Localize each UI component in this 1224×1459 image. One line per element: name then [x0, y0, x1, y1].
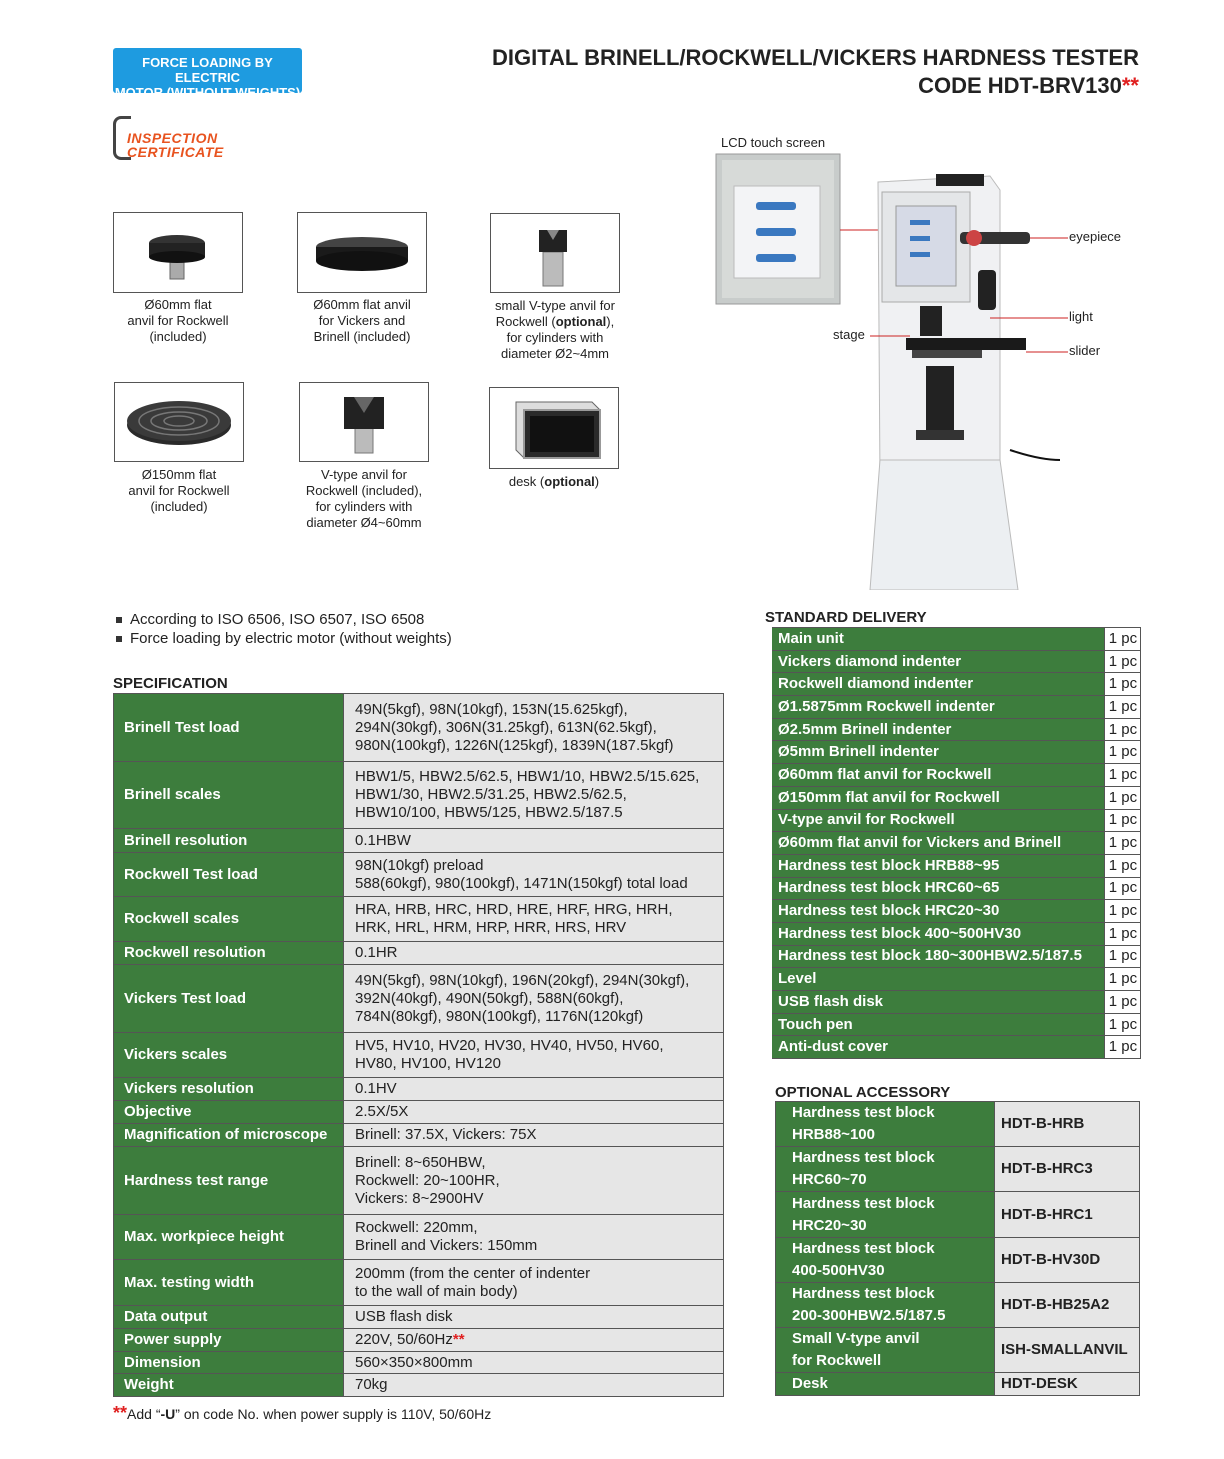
spec-value-line: 588(60kgf), 980(100kgf), 1471N(150kgf) total load	[355, 874, 688, 892]
spec-value-line: HBW1/5, HBW2.5/62.5, HBW1/10, HBW2.5/15.625,	[355, 768, 700, 785]
delivery-row	[771, 650, 1141, 673]
delivery-item: Hardness test block 180~300HBW2.5/187.5	[771, 945, 1105, 968]
delivery-qty: 1 pc	[1104, 809, 1140, 832]
delivery-item: Main unit	[771, 628, 1105, 651]
delivery-row	[771, 968, 1141, 991]
title-line2	[492, 72, 1139, 100]
spec-value	[344, 762, 724, 829]
delivery-qty: 1 pc	[1104, 650, 1140, 673]
title-stars: **	[1121, 73, 1139, 98]
spec-value	[344, 1033, 724, 1078]
spec-row	[114, 1078, 724, 1101]
specification-title: SPECIFICATION	[113, 675, 228, 692]
delivery-item: Ø60mm flat anvil for Rockwell	[771, 764, 1105, 787]
spec-value	[344, 694, 724, 762]
anvil-60mm-vickers-caption: Ø60mm flat anvil for Vickers and Brinell (included)	[313, 297, 411, 344]
delivery-row	[771, 718, 1141, 741]
spec-value-line: 0.1HV	[355, 1080, 397, 1097]
spec-value	[344, 965, 724, 1033]
light-label: light	[1069, 309, 1093, 324]
optional-code: HDT-B-HB25A2	[995, 1283, 1140, 1328]
delivery-qty: 1 pc	[1104, 764, 1140, 787]
spec-value	[344, 942, 724, 965]
spec-value-line: Vickers: 8~2900HV	[355, 1189, 484, 1207]
spec-row	[114, 1147, 724, 1215]
spec-row	[114, 1374, 724, 1397]
spec-value	[344, 1215, 724, 1260]
optional-item-line: HRC20~30	[792, 1216, 867, 1234]
spec-label: Vickers Test load	[114, 965, 344, 1033]
delivery-item: Hardness test block HRC20~30	[771, 900, 1105, 923]
spec-value-line: 70kg	[355, 1376, 388, 1393]
optional-item-line: Hardness test block	[792, 1194, 935, 1212]
page-title	[492, 44, 1139, 100]
force-loading-badge	[113, 48, 302, 100]
optional-row	[776, 1102, 1140, 1147]
delivery-item: Ø150mm flat anvil for Rockwell	[771, 786, 1105, 809]
delivery-qty: 1 pc	[1104, 673, 1140, 696]
spec-value-line: 2.5X/5X	[355, 1103, 409, 1120]
small-v-anvil-caption: small V-type anvil for Rockwell (optional), for cylinders with diameter Ø2~4mm	[495, 298, 615, 361]
delivery-qty: 1 pc	[1104, 1013, 1140, 1036]
delivery-qty: 1 pc	[1104, 968, 1140, 991]
delivery-row	[771, 1013, 1141, 1036]
delivery-qty: 1 pc	[1104, 1036, 1140, 1059]
optional-code: HDT-B-HRB	[995, 1102, 1140, 1147]
delivery-item: V-type anvil for Rockwell	[771, 809, 1105, 832]
feature-bullet: According to ISO 6506, ISO 6507, ISO 6508	[113, 610, 452, 629]
optional-item-line: HRB88~100	[792, 1126, 875, 1143]
anvil-60mm-rockwell-image	[113, 212, 243, 293]
anvil-150mm-rockwell-image	[114, 382, 244, 462]
spec-value-line: Brinell: 8~650HBW,	[355, 1153, 486, 1171]
spec-label: Vickers scales	[114, 1033, 344, 1078]
spec-value-line: HRK, HRL, HRM, HRP, HRR, HRS, HRV	[355, 919, 627, 936]
spec-label: Vickers resolution	[114, 1078, 344, 1101]
delivery-row	[771, 945, 1141, 968]
spec-label: Dimension	[114, 1352, 344, 1374]
spec-value-line: Brinell: 37.5X, Vickers: 75X	[355, 1126, 537, 1143]
spec-label: Brinell scales	[114, 762, 344, 829]
optional-item	[776, 1328, 995, 1373]
delivery-qty: 1 pc	[1104, 877, 1140, 900]
delivery-qty: 1 pc	[1104, 628, 1140, 651]
optional-code: HDT-B-HRC3	[995, 1147, 1140, 1192]
spec-value	[344, 853, 724, 897]
optional-item-line: HRC60~70	[792, 1171, 867, 1188]
product-code: CODE HDT-BRV130	[918, 73, 1122, 98]
spec-label: Data output	[114, 1306, 344, 1329]
desk-caption: desk (optional)	[508, 474, 600, 489]
feature-bullet: Force loading by electric motor (without weights)	[113, 629, 452, 648]
title-line1: DIGITAL BRINELL/ROCKWELL/VICKERS HARDNESS TESTER	[492, 45, 1139, 70]
delivery-qty: 1 pc	[1104, 854, 1140, 877]
optional-item	[776, 1373, 995, 1396]
delivery-row	[771, 922, 1141, 945]
footnote-suffix: ” on code No. when power supply is 110V, 50/60Hz	[175, 1406, 492, 1422]
delivery-item: Ø5mm Brinell indenter	[771, 741, 1105, 764]
spec-value-stars: **	[452, 1331, 465, 1348]
optional-accessory-title: OPTIONAL ACCESSORY	[775, 1084, 951, 1101]
badge-line1: FORCE LOADING BY ELECTRIC	[142, 55, 273, 85]
spec-row	[114, 829, 724, 853]
delivery-row	[771, 1036, 1141, 1059]
spec-value	[344, 1306, 724, 1329]
optional-code: HDT-DESK	[995, 1373, 1140, 1396]
delivery-item: Rockwell diamond indenter	[771, 673, 1105, 696]
delivery-item: Anti-dust cover	[771, 1036, 1105, 1059]
optional-row	[776, 1328, 1140, 1373]
spec-value-line: Brinell and Vickers: 150mm	[355, 1237, 538, 1254]
optional-item-line: Hardness test block	[792, 1285, 935, 1302]
specification-table	[113, 693, 724, 1397]
spec-value-line: 49N(5kgf), 98N(10kgf), 153N(15.625kgf),	[355, 700, 628, 718]
optional-code: HDT-B-HRC1	[995, 1192, 1140, 1238]
spec-value	[344, 1329, 724, 1352]
spec-value-line: HV80, HV100, HV120	[355, 1055, 501, 1072]
spec-label: Weight	[114, 1374, 344, 1397]
delivery-qty: 1 pc	[1104, 718, 1140, 741]
delivery-item: Hardness test block HRB88~95	[771, 854, 1105, 877]
spec-row	[114, 965, 724, 1033]
delivery-row	[771, 809, 1141, 832]
certificate-line2: CERTIFICATE	[127, 144, 224, 160]
optional-code: ISH-SMALLANVIL	[995, 1328, 1140, 1373]
small-v-anvil-image	[490, 213, 620, 293]
spec-value	[344, 1374, 724, 1397]
spec-value-line: Rockwell: 20~100HR,	[355, 1171, 500, 1189]
spec-value-line: HV5, HV10, HV20, HV30, HV40, HV50, HV60,	[355, 1037, 664, 1054]
spec-value	[344, 1078, 724, 1101]
spec-value-line: 0.1HBW	[355, 831, 411, 849]
spec-label: Max. testing width	[114, 1260, 344, 1306]
hardness-tester-illustration	[700, 130, 1180, 590]
delivery-qty: 1 pc	[1104, 696, 1140, 719]
feature-bullets	[113, 610, 452, 648]
optional-item-line: Hardness test block	[792, 1240, 935, 1257]
spec-row	[114, 1124, 724, 1147]
footnote-stars: **	[113, 1403, 128, 1423]
optional-row	[776, 1147, 1140, 1192]
optional-code: HDT-B-HV30D	[995, 1238, 1140, 1283]
spec-row	[114, 897, 724, 942]
optional-row	[776, 1373, 1140, 1396]
delivery-item: Hardness test block 400~500HV30	[771, 922, 1105, 945]
spec-value-line: USB flash disk	[355, 1308, 453, 1325]
optional-item-line: Small V-type anvil	[792, 1330, 920, 1347]
optional-item-line: Hardness test block	[792, 1104, 935, 1121]
optional-item	[776, 1192, 995, 1238]
standard-delivery-title: STANDARD DELIVERY	[765, 609, 927, 626]
delivery-qty: 1 pc	[1104, 786, 1140, 809]
delivery-item: Touch pen	[771, 1013, 1105, 1036]
spec-value	[344, 1352, 724, 1374]
spec-row	[114, 1352, 724, 1374]
spec-label: Rockwell scales	[114, 897, 344, 942]
spec-row	[114, 942, 724, 965]
spec-value	[344, 829, 724, 853]
optional-item-line: Hardness test block	[792, 1149, 935, 1166]
spec-row	[114, 694, 724, 762]
optional-row	[776, 1192, 1140, 1238]
spec-value-line: 392N(40kgf), 490N(50kgf), 588N(60kgf),	[355, 989, 624, 1007]
spec-row	[114, 853, 724, 897]
spec-label: Objective	[114, 1101, 344, 1124]
optional-item	[776, 1238, 995, 1283]
spec-value	[344, 897, 724, 942]
spec-label: Brinell Test load	[114, 694, 344, 762]
delivery-row	[771, 764, 1141, 787]
spec-row	[114, 1260, 724, 1306]
spec-label: Rockwell Test load	[114, 853, 344, 897]
spec-value-line: 200mm (from the center of indenter	[355, 1264, 591, 1282]
delivery-item: Hardness test block HRC60~65	[771, 877, 1105, 900]
delivery-row	[771, 696, 1141, 719]
delivery-row	[771, 877, 1141, 900]
spec-label: Rockwell resolution	[114, 942, 344, 965]
delivery-row	[771, 786, 1141, 809]
slider-label: slider	[1069, 343, 1101, 358]
v-anvil-caption: V-type anvil for Rockwell (included), for cylinders with diameter Ø4~60mm	[305, 467, 423, 530]
spec-row	[114, 1306, 724, 1329]
optional-item-line: 200-300HBW2.5/187.5	[792, 1307, 946, 1324]
optional-row	[776, 1238, 1140, 1283]
optional-row	[776, 1283, 1140, 1328]
spec-value-line: HBW10/100, HBW5/125, HBW2.5/187.5	[355, 804, 623, 821]
inspection-certificate-logo	[113, 116, 263, 162]
footnote-code: -U	[160, 1406, 176, 1422]
delivery-row	[771, 741, 1141, 764]
spec-value-line: 98N(10kgf) preload	[355, 856, 484, 874]
spec-label: Brinell resolution	[114, 829, 344, 853]
optional-item	[776, 1283, 995, 1328]
anvil-150mm-rockwell-caption: Ø150mm flat anvil for Rockwell (included)	[128, 467, 230, 514]
spec-value-line: 784N(80kgf), 980N(100kgf), 1176N(120kgf)	[355, 1007, 644, 1025]
v-anvil-image	[299, 382, 429, 462]
spec-value-line: 560×350×800mm	[355, 1353, 473, 1371]
spec-label: Power supply	[114, 1329, 344, 1352]
delivery-row	[771, 628, 1141, 651]
anvil-60mm-vickers-image	[297, 212, 427, 293]
certificate-text	[127, 131, 224, 159]
spec-row	[114, 1215, 724, 1260]
delivery-qty: 1 pc	[1104, 741, 1140, 764]
spec-value-line: HBW1/30, HBW2.5/31.25, HBW2.5/62.5,	[355, 786, 627, 803]
optional-accessory-table	[775, 1101, 1140, 1396]
delivery-row	[771, 673, 1141, 696]
spec-value-line: HRA, HRB, HRC, HRD, HRE, HRF, HRG, HRH,	[355, 901, 673, 918]
delivery-row	[771, 991, 1141, 1014]
spec-label: Max. workpiece height	[114, 1215, 344, 1260]
delivery-item: Ø2.5mm Brinell indenter	[771, 718, 1105, 741]
delivery-qty: 1 pc	[1104, 991, 1140, 1014]
optional-item	[776, 1102, 995, 1147]
delivery-row	[771, 854, 1141, 877]
spec-value-line: Rockwell: 220mm,	[355, 1219, 478, 1236]
standard-delivery-table	[769, 627, 1141, 1059]
stage-label: stage	[833, 327, 865, 342]
delivery-qty: 1 pc	[1104, 900, 1140, 923]
delivery-row	[771, 900, 1141, 923]
spec-value-line: 0.1HR	[355, 944, 398, 961]
delivery-qty: 1 pc	[1104, 922, 1140, 945]
footnote	[113, 1403, 491, 1424]
spec-label: Magnification of microscope	[114, 1124, 344, 1147]
spec-row	[114, 762, 724, 829]
footnote-prefix: Add “	[127, 1406, 161, 1422]
spec-value	[344, 1101, 724, 1124]
spec-row	[114, 1033, 724, 1078]
anvil-60mm-rockwell-caption: Ø60mm flat anvil for Rockwell (included)	[127, 297, 229, 344]
spec-row	[114, 1329, 724, 1352]
delivery-item: Ø1.5875mm Rockwell indenter	[771, 696, 1105, 719]
delivery-qty: 1 pc	[1104, 832, 1140, 855]
optional-item-line: for Rockwell	[792, 1352, 882, 1369]
delivery-item: Vickers diamond indenter	[771, 650, 1105, 673]
eyepiece-label: eyepiece	[1069, 229, 1122, 244]
spec-row	[114, 1101, 724, 1124]
delivery-item: USB flash disk	[771, 991, 1105, 1014]
spec-label: Hardness test range	[114, 1147, 344, 1215]
spec-value	[344, 1260, 724, 1306]
spec-value-line: 220V, 50/60Hz	[355, 1331, 453, 1348]
lcd-touch-screen-label: LCD touch screen	[721, 135, 826, 150]
spec-value-line: 294N(30kgf), 306N(31.25kgf), 613N(62.5kgf),	[355, 718, 657, 736]
certificate-line1: INSPECTION	[127, 130, 218, 146]
badge-line2: MOTOR (WITHOUT WEIGHTS)	[114, 85, 301, 100]
spec-value	[344, 1147, 724, 1215]
optional-item	[776, 1147, 995, 1192]
spec-value-line: 980N(100kgf), 1226N(125kgf), 1839N(187.5kgf)	[355, 736, 674, 754]
spec-value-line: to the wall of main body)	[355, 1282, 518, 1300]
desk-image	[489, 387, 619, 469]
spec-value	[344, 1124, 724, 1147]
delivery-row	[771, 832, 1141, 855]
spec-value-line: 49N(5kgf), 98N(10kgf), 196N(20kgf), 294N(30kgf),	[355, 971, 690, 989]
optional-item-line: Desk	[792, 1375, 828, 1392]
delivery-item: Level	[771, 968, 1105, 991]
delivery-qty: 1 pc	[1104, 945, 1140, 968]
optional-item-line: 400-500HV30	[792, 1262, 885, 1279]
delivery-item: Ø60mm flat anvil for Vickers and Brinell	[771, 832, 1105, 855]
